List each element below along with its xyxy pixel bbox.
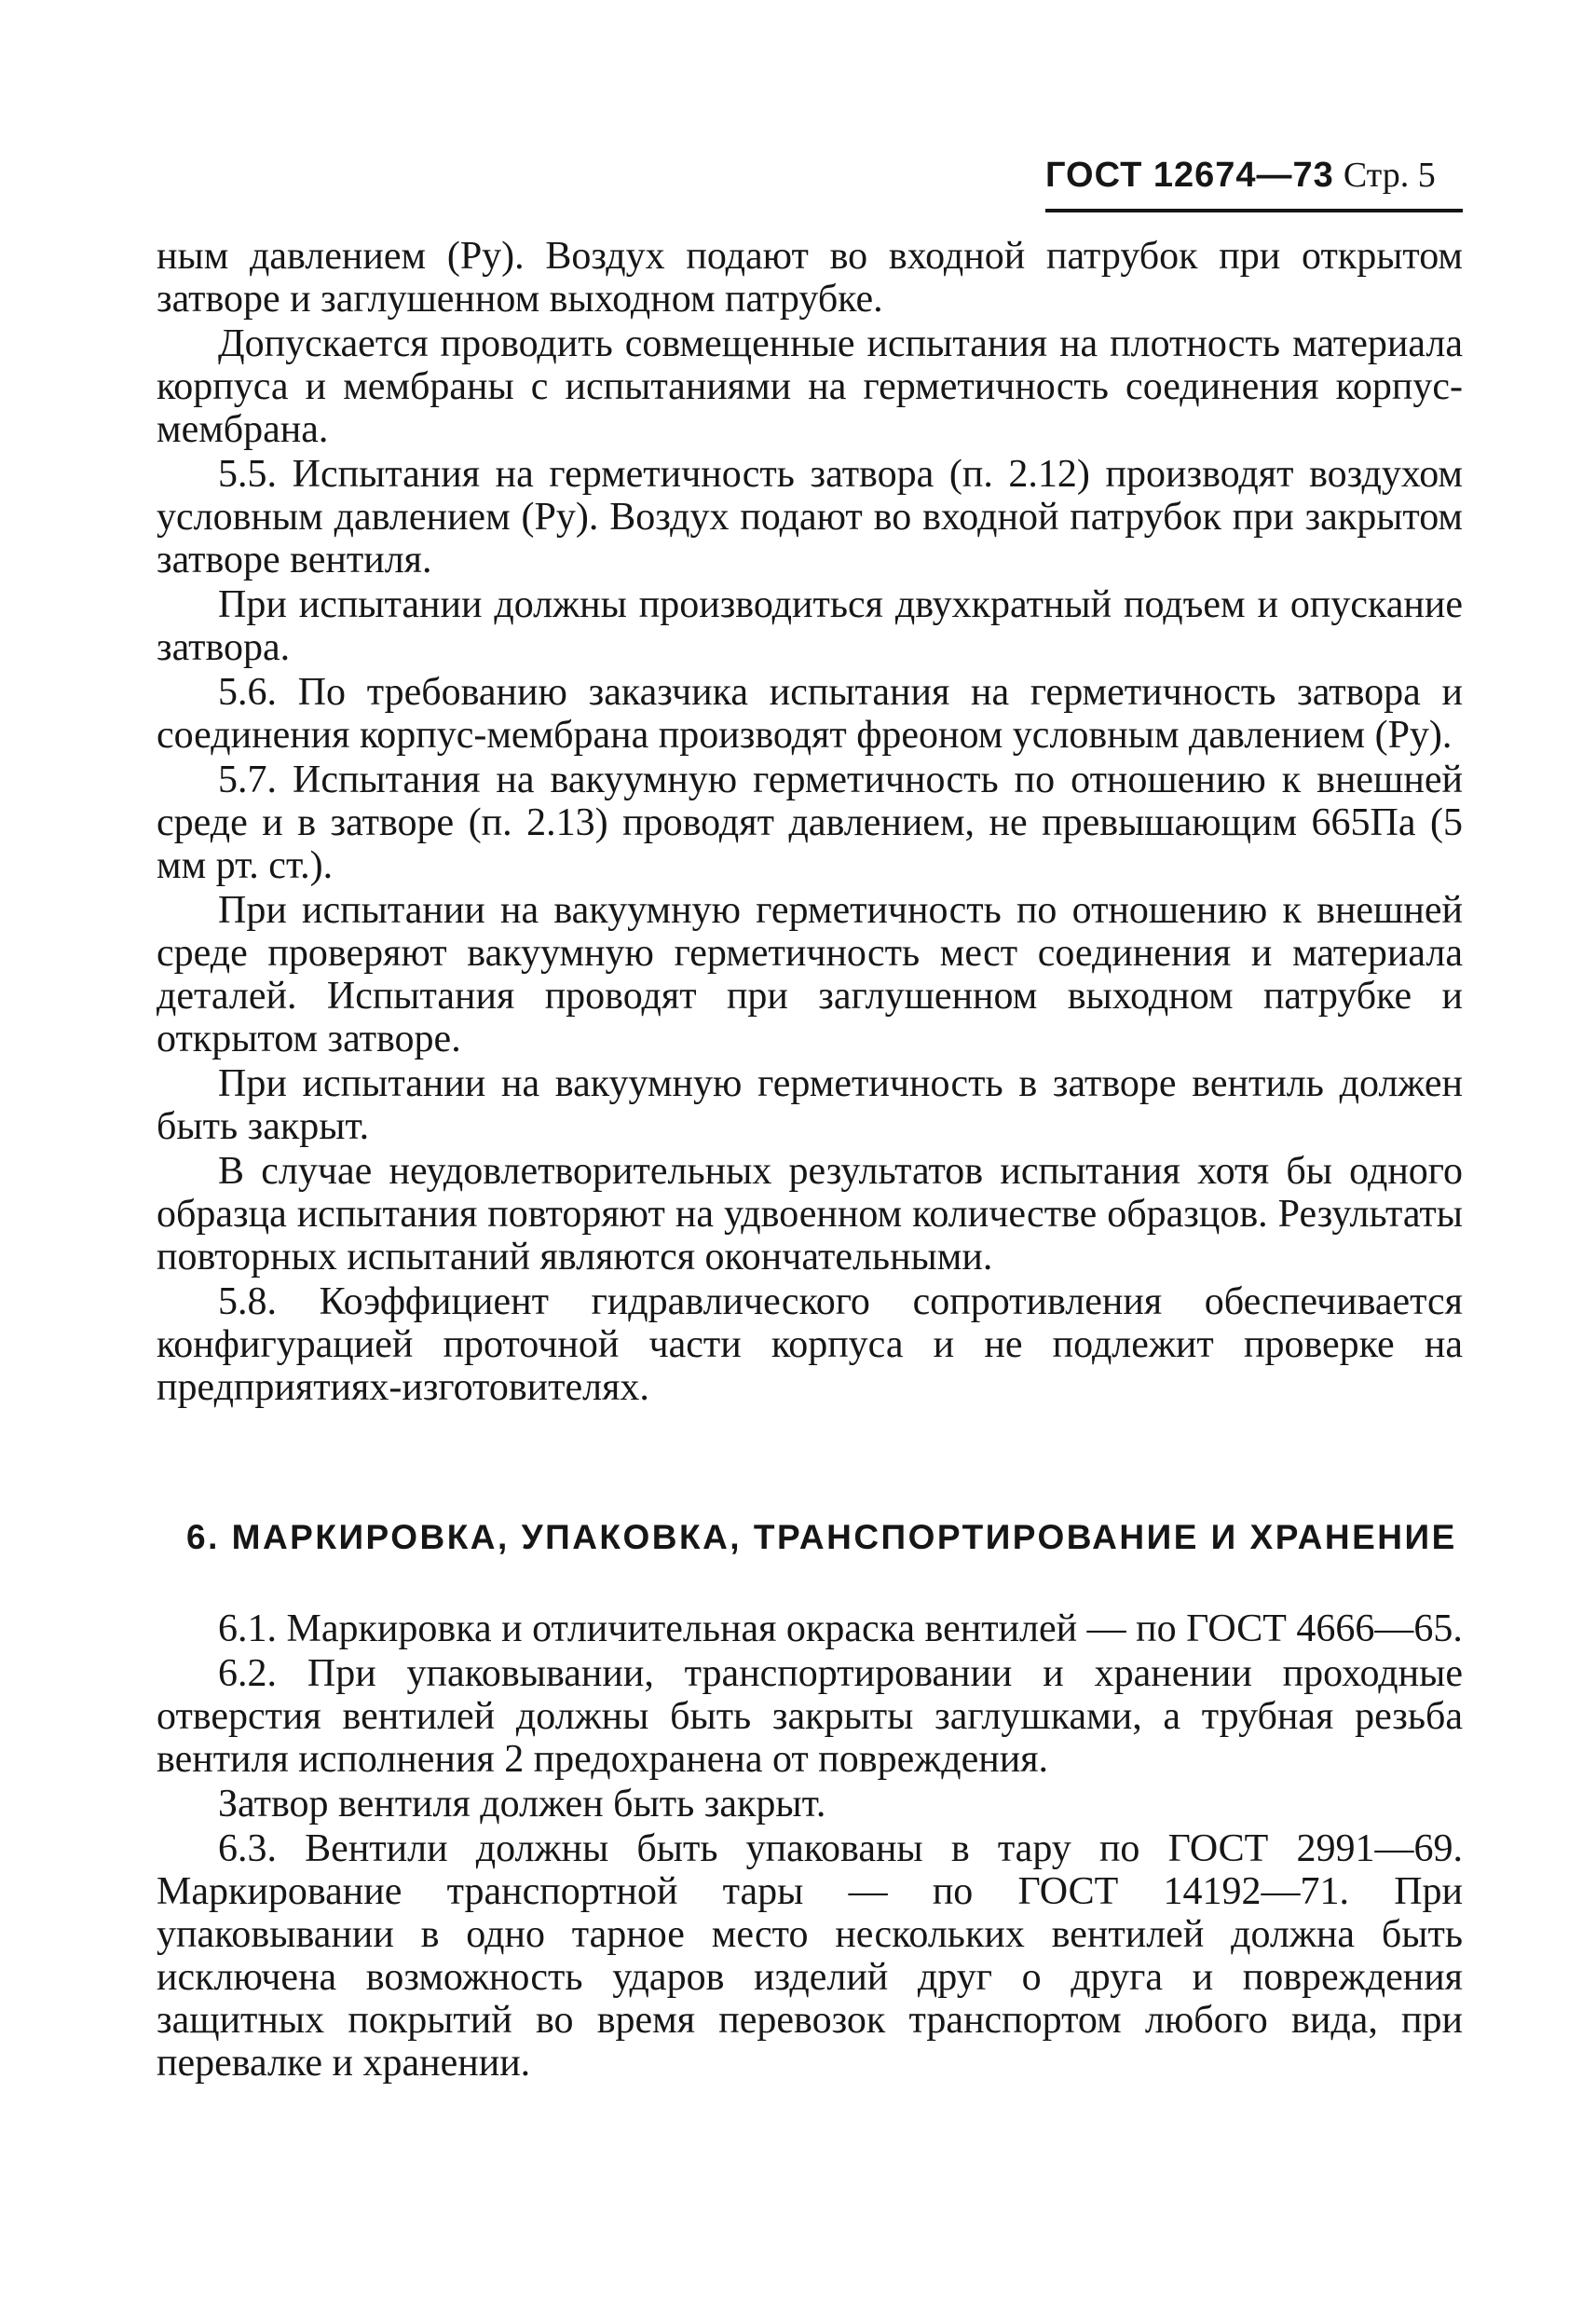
paragraph: В случае неудовлетворительных результатов испытания хотя бы одного образца испытания повторяют на удвоенном количестве образцов. Результаты повторных испытаний являются окончательными. (157, 1150, 1463, 1279)
page-number: Стр. 5 (1343, 156, 1436, 195)
paragraph-6-2: 6.2. При упаковывании, транспортировании и хранении проходные отверстия вентилей должны быть закрыты заглушками, а трубная резьба вентиля исполнения 2 предохранена от повреждения. (157, 1652, 1463, 1781)
text-block-section-6 (157, 1607, 1463, 2086)
text-block-section-5 (157, 235, 1463, 1411)
paragraph: ным давлением (Pу). Воздух подают во входной патрубок при открытом затворе и заглушенном выходном патрубке. (157, 235, 1463, 321)
section-heading: 6. МАРКИРОВКА, УПАКОВКА, ТРАНСПОРТИРОВАНИЕ И ХРАНЕНИЕ (186, 1518, 1457, 1556)
paragraph: При испытании на вакуумную герметичность в затворе вентиль должен быть закрыт. (157, 1062, 1463, 1148)
paragraph-6-1: 6.1. Маркировка и отличительная окраска вентилей — по ГОСТ 4666—65. (218, 1607, 1463, 1650)
paragraph: Затвор вентиля должен быть закрыт. (218, 1783, 826, 1826)
paragraph-5-8: 5.8. Коэффициент гидравлического сопротивления обеспечивается конфигурацией проточной части корпуса и не подлежит проверке на предприятиях-изготовителях. (157, 1280, 1463, 1409)
standard-number: ГОСТ 12674—73 (1045, 156, 1334, 195)
paragraph-5-6: 5.6. По требованию заказчика испытания на герметичность затвора и соединения корпус-мембрана производят фреоном условным давлением (Pу). (157, 671, 1463, 757)
paragraph: Допускается проводить совмещенные испытания на плотность материала корпуса и мембраны с испытаниями на герметичность соединения корпус-мембрана. (157, 322, 1463, 451)
paragraph: При испытании на вакуумную герметичность по отношению к внешней среде проверяют вакуумную герметичность мест соединения и материала деталей. Испытания проводят при заглушенном выходном патрубке и открытом затворе. (157, 889, 1463, 1060)
paragraph-6-3: 6.3. Вентили должны быть упакованы в тару по ГОСТ 2991—69. Маркирование транспортной тары — по ГОСТ 14192—71. При упаковывании в одно тарное место нескольких вентилей должна быть исключена возможность ударов изделий друг о друга и повреждения защитных покрытий во время перевозок транспортом любого вида, при перевалке и хранении. (157, 1827, 1463, 2085)
paragraph-5-7: 5.7. Испытания на вакуумную герметичность по отношению к внешней среде и в затворе (п. 2.13) проводят давлением, не превышающим 665Па (5 мм рт. ст.). (157, 759, 1463, 887)
paragraph: При испытании должны производиться двухкратный подъем и опускание затвора. (157, 583, 1463, 669)
paragraph-5-5: 5.5. Испытания на герметичность затвора (п. 2.12) производят воздухом условным давлением (Pу). Воздух подают во входной патрубок при закрытом затворе вентиля. (157, 453, 1463, 581)
page-header (1045, 149, 1463, 212)
